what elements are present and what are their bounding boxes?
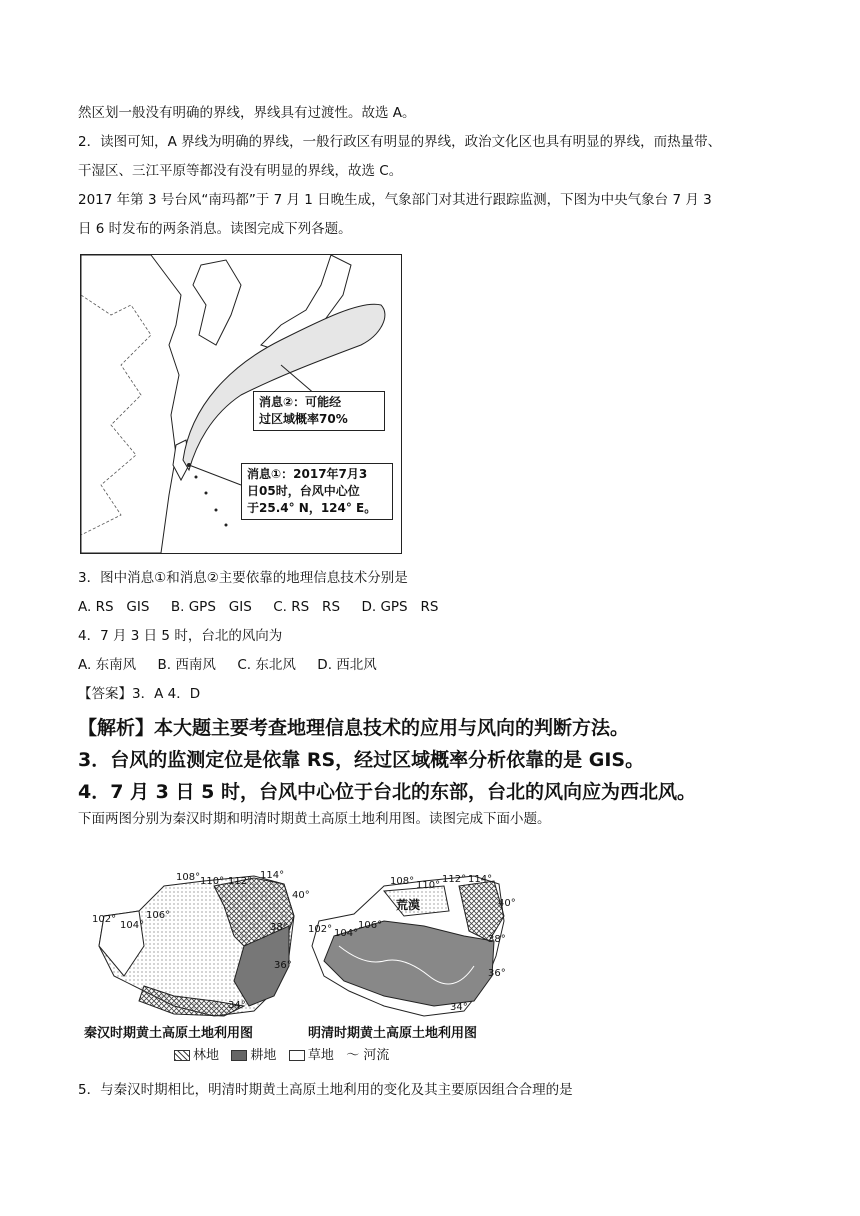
text-line-2: 2．读图可知，A 界线为明确的界线，一般行政区有明显的界线，政治文化区也具有明显的界线，而热量带、 (78, 134, 722, 150)
typhoon-map (80, 254, 402, 554)
legend-river-label: 河流 (363, 1048, 390, 1063)
right-lat-38: 38° (488, 934, 506, 945)
right-lon-108: 108° (390, 876, 415, 887)
analysis-line-3: 4．7 月 3 日 5 时，台风中心位于台北的东部，台北的风向应为西北风。 (78, 781, 696, 803)
msg1-line-3: 于25.4° N，124° E。 (247, 501, 377, 515)
legend-grass (289, 1048, 334, 1063)
left-lon-102: 102° (92, 914, 117, 925)
farmland-swatch-icon (231, 1050, 247, 1061)
analysis-line-2: 3．台风的监测定位是依靠 RS，经过区域概率分析依靠的是 GIS。 (78, 749, 645, 771)
right-lon-104: 104° (334, 928, 359, 939)
right-desert-label: 荒漠 (396, 898, 421, 912)
right-lat-36: 36° (488, 968, 506, 979)
typhoon-callout-msg1 (241, 463, 393, 520)
left-lon-110: 110° (200, 876, 225, 887)
legend-forest (174, 1048, 219, 1063)
map-legend (174, 1044, 389, 1063)
left-lat-36: 36° (274, 960, 292, 971)
right-lat-34: 34° (450, 1002, 468, 1013)
legend-farmland (231, 1048, 276, 1063)
text-line-1: 然区划一般没有明确的界线，界线具有过渡性。故选 A。 (78, 105, 416, 121)
msg2-line-2: 过区域概率70% (259, 412, 348, 426)
forest-swatch-icon (174, 1050, 190, 1061)
question-3: 3．图中消息①和消息②主要依靠的地理信息技术分别是 (78, 570, 408, 586)
legend-river (346, 1048, 389, 1063)
legend-farmland-label: 耕地 (250, 1048, 277, 1063)
legend-forest-label: 林地 (193, 1048, 220, 1063)
left-map-caption: 秦汉时期黄土高原土地利用图 (84, 1026, 254, 1041)
question-4-options: A. 东南风 B. 西南风 C. 东北风 D. 西北风 (78, 657, 377, 673)
msg2-line-1: 消息②：可能经 (259, 395, 342, 409)
right-lon-102: 102° (308, 924, 333, 935)
analysis-line-1: 【解析】本大题主要考查地理信息技术的应用与风向的判断方法。 (78, 717, 630, 739)
left-lon-106: 106° (146, 910, 171, 921)
question-5: 5．与秦汉时期相比，明清时期黄土高原土地利用的变化及其主要原因组合合理的是 (78, 1082, 573, 1098)
right-lon-114: 114° (468, 874, 493, 885)
legend-grass-label: 草地 (307, 1048, 334, 1063)
left-lat-34: 34° (228, 1000, 246, 1011)
text-line-6: 下面两图分别为秦汉时期和明清时期黄土高原土地利用图。读图完成下面小题。 (78, 811, 551, 827)
answer-line: 【答案】3．A 4．D (78, 686, 201, 702)
msg1-line-1: 消息①：2017年7月3 (247, 467, 368, 481)
typhoon-callout-msg2 (253, 391, 385, 431)
grass-swatch-icon (289, 1050, 305, 1061)
loess-maps-figure (84, 866, 514, 1066)
right-lon-112: 112° (442, 874, 467, 885)
right-lat-40: 40° (498, 898, 516, 909)
left-lon-104: 104° (120, 920, 145, 931)
question-4: 4．7 月 3 日 5 时，台北的风向为 (78, 628, 283, 644)
left-lon-112: 112° (228, 876, 253, 887)
river-symbol-icon: ～ (346, 1048, 360, 1063)
left-lon-108: 108° (176, 872, 201, 883)
left-lat-40: 40° (292, 890, 310, 901)
left-lat-38: 38° (270, 922, 288, 933)
text-line-5: 日 6 时发布的两条消息。读图完成下列各题。 (78, 221, 352, 237)
msg1-line-2: 日05时，台风中心位 (247, 484, 360, 498)
text-line-3: 干湿区、三江平原等都没有没有明显的界线，故选 C。 (78, 163, 403, 179)
right-map-caption: 明清时期黄土高原土地利用图 (308, 1026, 478, 1041)
left-lon-114: 114° (260, 870, 285, 881)
right-lon-106: 106° (358, 920, 383, 931)
text-line-4: 2017 年第 3 号台风“南玛都”于 7 月 1 日晚生成，气象部门对其进行跟踪监测，下图为中央气象台 7 月 3 (78, 192, 712, 208)
right-lon-110: 110° (416, 880, 441, 891)
question-3-options: A. RS GIS B. GPS GIS C. RS RS D. GPS RS (78, 599, 439, 615)
